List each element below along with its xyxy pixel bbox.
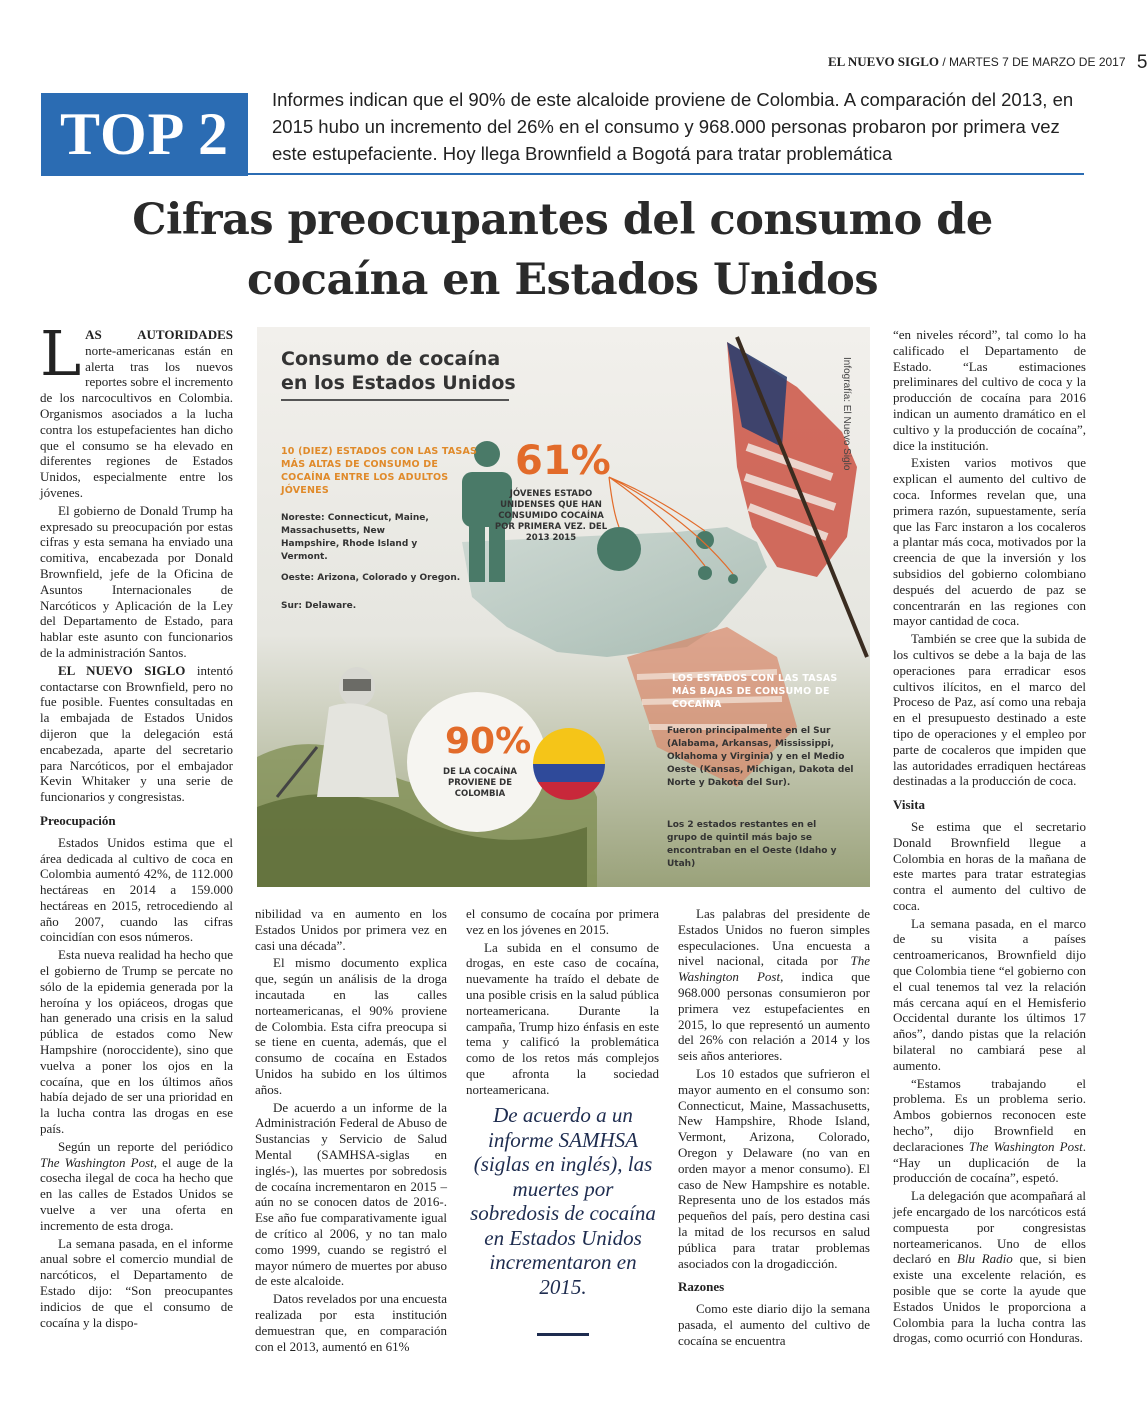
- article-column-4: [678, 906, 870, 1351]
- high-northeast: Noreste: Connecticut, Maine, Massachusetts, New Hampshire, Rhode Island y Vermont.: [281, 513, 429, 562]
- page-header: [828, 52, 1147, 74]
- infographic-credit: Infografía: El Nuevo Siglo: [841, 357, 852, 471]
- headline: Cifras preocupantes del consumo de cocaína en Estados Unidos: [132, 195, 993, 305]
- paragraph: Se estima que el secretario Donald Brownfield llegue a Colombia en horas de la mañana de este martes para tratar estrategias contra el aumento del cultivo de coca.: [893, 818, 1086, 913]
- article-column-3: [466, 906, 659, 1100]
- section-badge: TOP 2: [41, 93, 248, 176]
- article-column-5: [893, 327, 1086, 1348]
- low-rates-heading: LOS ESTADOS CON LAS TASAS MÁS BAJAS DE CONSUMO DE COCAÍNA: [672, 673, 838, 710]
- paragraph: Las palabras del presidente de Estados Unidos no fueron simples especulaciones. Una encuesta a nivel nacional, citada por The Washington Post, indica que 968.000 personas consumieron por primera vez estupefacientes en 2015, lo que representó un aumento del 26% con relación a 2014 y los seis años anteriores.: [678, 906, 870, 1064]
- paragraph: Datos revelados por una encuesta realizada por esta institución demuestran que, en comparación con el 2013, aumentó en 61%: [255, 1291, 447, 1354]
- kicker-summary: Informes indican que el 90% de este alcaloide proviene de Colombia. A comparación del 2013, en 2015 hubo un incremento del 26% en el consumo y 968.000 personas probaron por primera vez este estupefaciente. Hoy llega Brownfield a Bogotá para tratar problemática: [272, 89, 1074, 164]
- subheading: Razones: [678, 1279, 725, 1295]
- paragraph: el consumo de cocaína por primera vez en los jóvenes en 2015.: [466, 906, 659, 937]
- paragraph: “en niveles récord”, tal como lo ha calificado el Departamento de Estado. “Las estimaciones preliminares del cultivo de coca y la producción de cocaína para 2016 indican un aumento dramático en el cultivo y la producción de cocaína”, dice la institución.: [893, 327, 1086, 453]
- paragraph: Estados Unidos estima que el área dedicada al cultivo de coca en Colombia aumentó 42%, de 112.000 hectáreas en 2014 a 159.000 hectáreas en 2015, retrocediendo al año 2007, cuando las cifras coincidían con esos números.: [40, 834, 233, 945]
- pct-61-caption: JÓVENES ESTADO UNIDENSES QUE HAN CONSUMIDO COCAÍNA POR PRIMERA VEZ. DEL 2013 2015: [494, 489, 608, 543]
- subheading: Visita: [893, 797, 926, 813]
- paragraph: El mismo documento explica que, según un análisis de la droga incautada en las calles norteamericanas, el 90% proviene de Colombia. Esta cifra preocupa si se tiene en cuenta, además, que el consumo de cocaína en Estados Unidos ha subido en los últimos años.: [255, 955, 447, 1097]
- low-rates-note: Los 2 estados restantes en el grupo de quintil más bajo se encontraban en el Oeste (Idaho y Utah): [667, 820, 837, 869]
- paragraph: La delegación que acompañará al jefe encargado de los narcóticos está compuesta por congresistas norteamericanos. Uno de ellos declaró en Blu Radio que, si bien existe una excelente relación, es posible que se corte la ayude que Estados Unidos le proporciona a Colombia para la lucha contra las drogas, como ocurrió con Honduras.: [893, 1188, 1086, 1346]
- high-rates-heading: 10 (DIEZ) ESTADOS CON LAS TASAS MÁS ALTAS DE CONSUMO DE COCAÍNA ENTRE LOS ADULTOS JÓVENES: [281, 446, 478, 496]
- infographic-title: Consumo de cocaína en los Estados Unidos: [281, 348, 516, 394]
- high-west: Oeste: Arizona, Colorado y Oregon.: [281, 573, 461, 583]
- paragraph: Como este diario dijo la semana pasada, el aumento del cultivo de cocaína se encuentra: [678, 1301, 870, 1348]
- paragraph: nibilidad va en aumento en los Estados Unidos por primera vez en casi una década”.: [255, 906, 447, 953]
- paragraph: También se cree que la subida de los cultivos se debe a la baja de las operaciones para erradicar esos cultivos ilícitos, en el marco del Proceso de Paz, así como una rebaja en el presupuesto destinado a este tipo de operaciones y el empleo por parte de cocaleros que impiden que las autoridades erradiquen hectáreas destinadas a la producción de coca.: [893, 631, 1086, 789]
- pull-quote: De acuerdo a un informe SAMHSA (siglas en inglés), las muertes por sobredosis de cocaína en Estados Unidos incrementaron en 2015.: [470, 1103, 656, 1299]
- paragraph: De acuerdo a un informe de la Administración Federal de Abuso de Sustancias y Servicio de Salud Mental (SAMHSA-siglas en inglés-), las muertes por sobredosis de cocaína incrementaron en 2015 –aún no se conocen datos de 2016-. Ese año fue comparativamente igual de crítico al 2006, y no tan malo como 1999, cuando se registró el mayor número de muertes por abuso de este alcaloide.: [255, 1099, 447, 1289]
- paragraph: Esta nueva realidad ha hecho que el gobierno de Trump se percate no sólo de la epidemia generada por la heroína y los opiáceos, drogas que han generado una crisis en la salud pública de estados como New Hampshire (noroccidente), sino que vuelva a poner los ojos en la cocaína, que en los últimos años había dejado de ser una prioridad en la lucha contra las drogas en ese país.: [40, 947, 233, 1137]
- infographic: [257, 327, 870, 887]
- high-south: Sur: Delaware.: [281, 601, 357, 611]
- issue-date: / MARTES 7 DE MARZO DE 2017: [942, 55, 1126, 69]
- pull-quote-rule: [537, 1333, 589, 1336]
- drop-cap: L: [40, 317, 82, 390]
- pct-90: 90%: [445, 721, 532, 762]
- header-rule: [248, 173, 1084, 175]
- low-rates-text: Fueron principalmente en el Sur (Alabama, Arkansas, Mississippi, Oklahoma y Virginia) y en el Medio Oeste (Kansas, Michigan, Dakota del Norte y Dakota del Sur).: [667, 726, 854, 788]
- subheading: Preocupación: [40, 812, 116, 828]
- lead-paragraph: LAS AUTORIDADES norte-americanas están en alerta tras los nuevos reportes sobre el incremento de los narcocultivos en Colombia. Organismos asociados a la lucha contra los estupefacientes han dicho que el consumo se ha elevado en diferentes regiones de Estados Unidos, especialmente entre los jóvenes.: [40, 317, 233, 500]
- title-rule: [281, 399, 509, 401]
- paragraph: Existen varios motivos que explican el aumento del cultivo de coca. Informes revelan que, una primera razón, supuestamente, sería que las Farc instaron a los cocaleros a plantar más coca, motivados por la creencia de que la inversión y los subsidios del gobierno colombiano después del acuerdo de paz se concentrarán en las regiones con mayor cantidad de coca.: [893, 455, 1086, 629]
- paragraph: Según un reporte del periódico The Washington Post, el auge de la cosecha ilegal de coca ha hecho que en las calles de Estados Unidos se vuelve a ver una oferta en incremento de esta droga.: [40, 1138, 234, 1233]
- paragraph: “Estamos trabajando el problema. Es un problema serio. Ambos gobiernos reconocen este hecho”, dijo Brownfield en declaraciones The Washington Post. “Hay un duplicación de la producción de cocaína”, espetó.: [893, 1075, 1087, 1186]
- page-number: 5: [1136, 52, 1147, 73]
- article-column-2: [255, 906, 447, 1356]
- pct-61: 61%: [515, 438, 611, 484]
- paragraph: EL NUEVO SIGLO intentó contactarse con Brownfield, pero no fue posible. Fuentes consultadas en la embajada de Estados Unidos dijeron que la delegación está encabezada, aparte del secretario para Narcóticos, por el embajador Kevin Whitaker y una serie de funcionarios y congresistas.: [40, 662, 234, 805]
- paragraph: La semana pasada, en el informe anual sobre el comercio mundial de narcóticos, el Departamento de Estado dijo: “Son preocupantes indicios de que el consumo de cocaína y la dispo-: [40, 1235, 233, 1330]
- paragraph: El gobierno de Donald Trump ha expresado su preocupación por estas cifras y esta semana ha enviado una comitiva, encabezada por Donald Brownfield, jefe de la Oficina de Asuntos Internacionales de Narcóticos y Aplicación de la Ley del Departamento de Estado, para hablar este asunto con funcionarios de la administración Santos.: [40, 502, 233, 660]
- paragraph: Los 10 estados que sufrieron el mayor aumento en el consumo son: Connecticut, Maine, Massachusetts, New Hampshire, Rhode Island, Vermont, Arizona, Colorado, Oregon y Delaware (no van en orden mayor a menor consumo). El caso de New Hampshire es notable. Representa uno de los estados más pequeños del país, pero destina casi la mitad de los recursos en salud pública para tratar problemas asociados con la drogadicción.: [678, 1065, 870, 1271]
- pct-90-caption: DE LA COCAÍNA PROVIENE DE COLOMBIA: [443, 767, 517, 799]
- paragraph: La subida en el consumo de drogas, en este caso de cocaína, nuevamente ha traído el debate de una posible crisis en la salud pública norteamericana. Durante la campaña, Trump hizo énfasis en este tema y calificó la problemática como de los retos más complejos que afronta la sociedad norteamericana.: [466, 939, 659, 1097]
- paragraph: La semana pasada, en el marco de su visita a países centroamericanos, Brownfield dijo que Colombia tiene “el gobierno con el cual tenemos tal vez la relación más cercana aquí en el Hemisferio Occidental durante los últimos 17 años”, dando pistas que la relación bilateral no cambiará pese al aumento.: [893, 915, 1086, 1073]
- newspaper-name: EL NUEVO SIGLO: [828, 54, 939, 69]
- article-column-1: [40, 317, 234, 1332]
